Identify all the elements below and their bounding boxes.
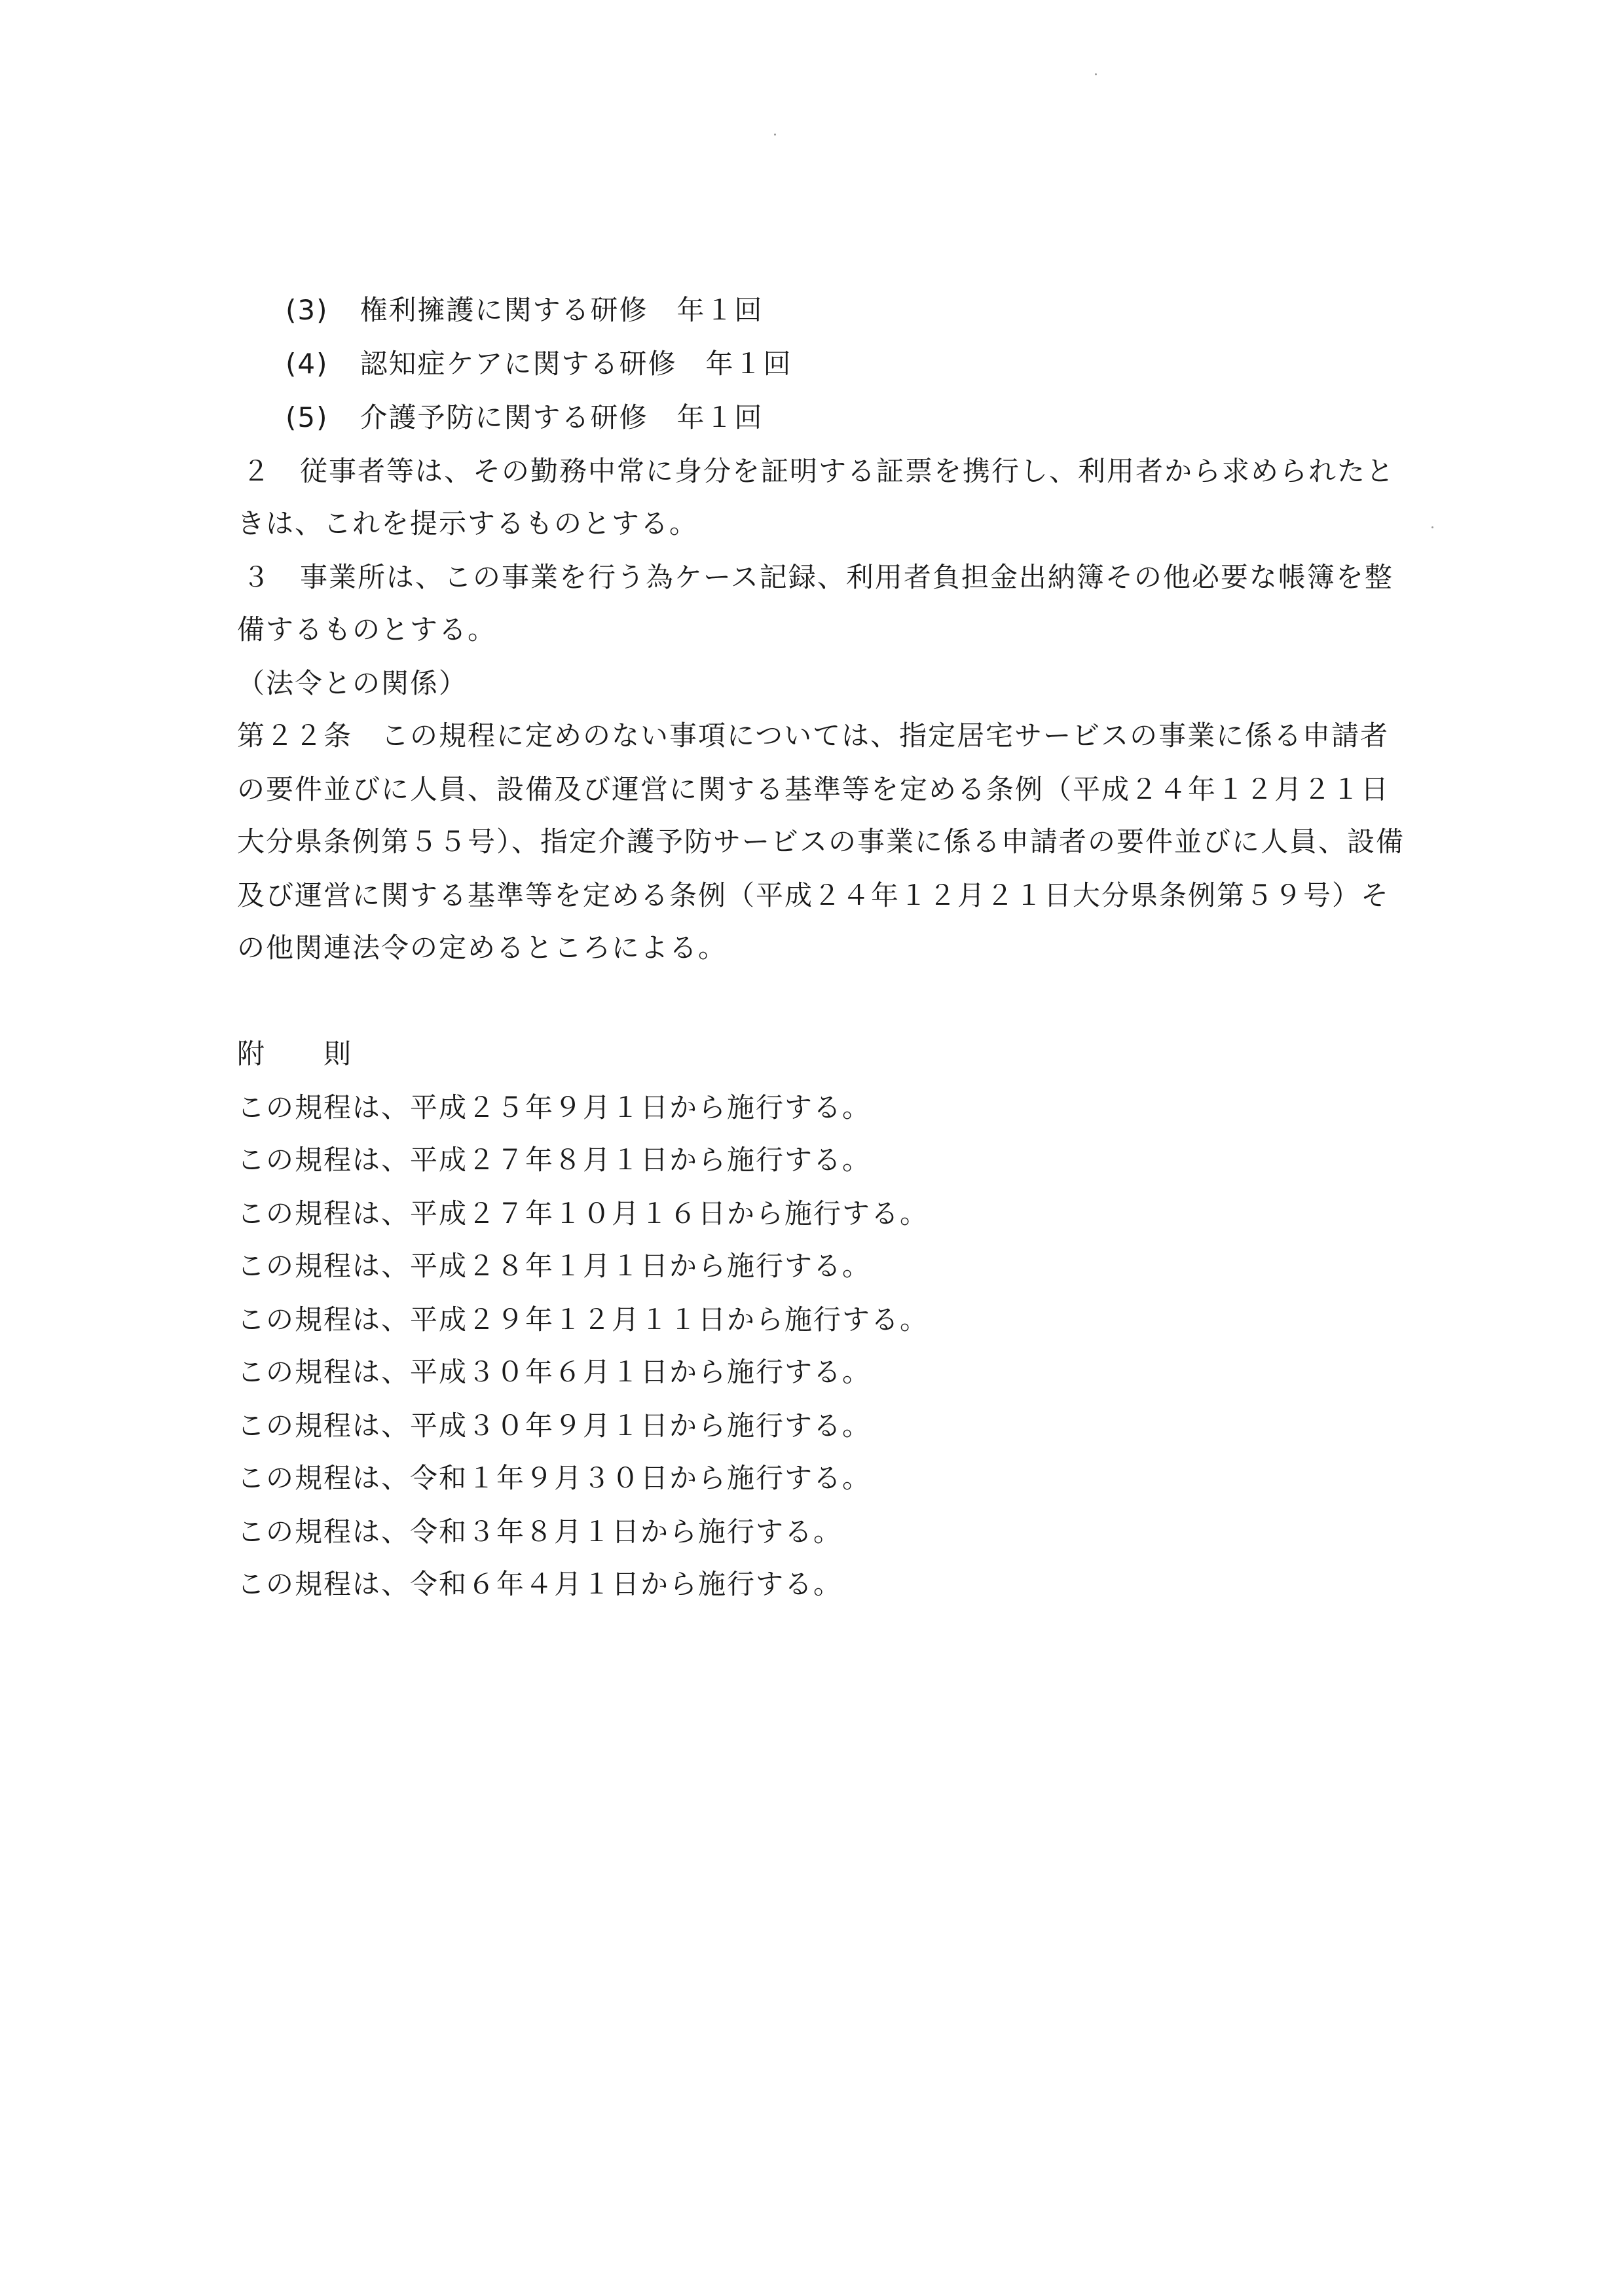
article-22-line-5: の他関連法令の定めるところによる。 [237, 932, 728, 964]
list-item-4 [286, 346, 792, 382]
scan-speck [774, 134, 776, 136]
list-item-text: 認知症ケアに関する研修 年１回 [360, 348, 792, 380]
article-22-heading: （法令との関係） [237, 667, 468, 699]
supplementary-entry: この規程は、平成３０年６月１日から施行する。 [237, 1356, 872, 1388]
list-item-number: (3) [286, 294, 329, 326]
supplementary-entry: この規程は、令和３年８月１日から施行する。 [237, 1516, 843, 1548]
article-22-line-2: の要件並びに人員、設備及び運営に関する基準等を定める条例（平成２４年１２月２１日 [237, 773, 1390, 805]
scan-speck [1095, 73, 1097, 75]
paragraph-2-line-1: ２ 従事者等は、その勤務中常に身分を証明する証票を携行し、利用者から求められたと [242, 455, 1395, 487]
supplementary-entry: この規程は、令和１年９月３０日から施行する。 [237, 1462, 872, 1494]
list-item-3 [286, 292, 764, 329]
supplementary-entry: この規程は、平成３０年９月１日から施行する。 [237, 1410, 872, 1442]
paragraph-2-line-2: きは、これを提示するものとする。 [237, 507, 699, 539]
article-22-line-1: 第２２条 この規程に定めのない事項については、指定居宅サービスの事業に係る申請者 [237, 720, 1390, 752]
list-item-number: (5) [286, 401, 329, 433]
paragraph-3-line-1: ３ 事業所は、この事業を行う為ケース記録、利用者負担金出納簿その他必要な帳簿を整 [242, 561, 1393, 593]
supplementary-entry: この規程は、平成２９年１２月１１日から施行する。 [237, 1303, 929, 1336]
list-item-number: (4) [286, 348, 329, 380]
supplementary-entry: この規程は、平成２７年１０月１６日から施行する。 [237, 1197, 929, 1230]
paragraph-3-line-2: 備するものとする。 [237, 613, 497, 646]
list-item-text: 権利擁護に関する研修 年１回 [360, 294, 764, 326]
supplementary-entry: この規程は、令和６年４月１日から施行する。 [237, 1568, 843, 1600]
supplementary-entry: この規程は、平成２５年９月１日から施行する。 [237, 1091, 872, 1123]
supplementary-heading: 附 則 [237, 1038, 353, 1070]
supplementary-entry: この規程は、平成２８年１月１日から施行する。 [237, 1250, 872, 1282]
list-item-text: 介護予防に関する研修 年１回 [360, 401, 764, 433]
supplementary-entry: この規程は、平成２７年８月１日から施行する。 [237, 1144, 872, 1176]
article-22-line-4: 及び運営に関する基準等を定める条例（平成２４年１２月２１日大分県条例第５９号）そ [237, 879, 1390, 911]
scan-speck [1431, 526, 1433, 528]
list-item-5 [286, 399, 764, 436]
article-22-line-3: 大分県条例第５５号）、指定介護予防サービスの事業に係る申請者の要件並びに人員、設備 [237, 826, 1405, 858]
